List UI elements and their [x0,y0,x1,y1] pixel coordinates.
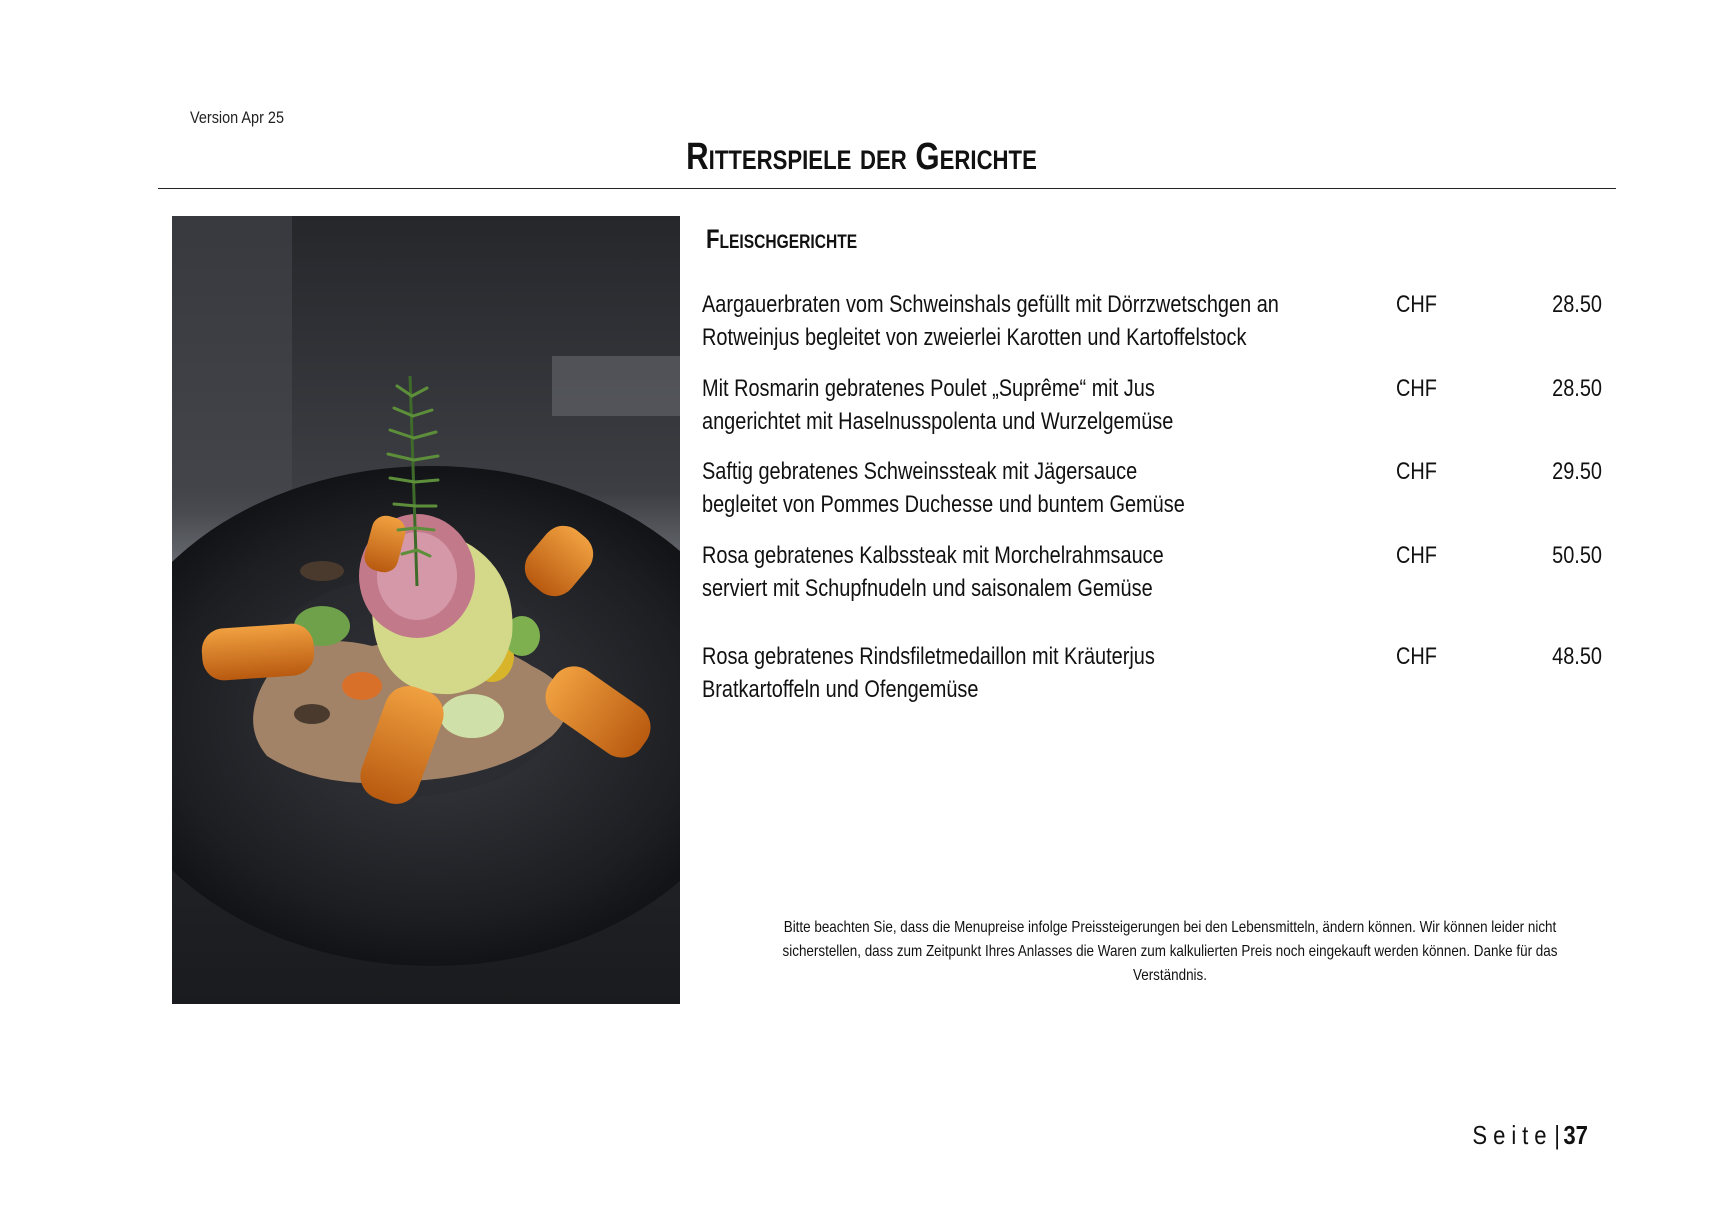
version-label: Version Apr 25 [190,108,284,127]
menu-item-description [702,539,1233,605]
menu-item-line-2: Bratkartoffeln und Ofengemüse [702,676,979,703]
title-divider [158,188,1616,189]
menu-item-line-2: serviert mit Schupfnudeln und saisonalem Gemüse [702,575,1153,602]
menu-item [702,372,1602,442]
menu-item [702,539,1602,609]
menu-item-price: 48.50 [1552,643,1602,670]
menu-item-line-1: Aargauerbraten vom Schweinshals gefüllt mit Dörrzwetschgen an [702,291,1279,318]
price-notice-text: Bitte beachten Sie, dass die Menupreise infolge Preissteigerungen bei den Lebensmitteln, ändern können. Wir können leider nicht sicherstellen, dass zum Zeitpunkt Ihres Anlasses die Waren zum kalkulierten Preis noch eingekauft werden können. Danke für das Verständnis. [782,919,1558,984]
menu-item [702,640,1602,710]
menu-item-price: 29.50 [1552,458,1602,485]
menu-item-currency: CHF [1396,291,1437,318]
menu-item-line-2: angerichtet mit Haselnusspolenta und Wurzelgemüse [702,408,1174,435]
menu-item-line-2: begleitet von Pommes Duchesse und buntem Gemüse [702,491,1185,518]
menu-item-description [702,372,1233,438]
menu-item-description [702,288,1279,354]
menu-item-currency: CHF [1396,643,1437,670]
menu-item-price: 28.50 [1552,291,1602,318]
menu-item-line-1: Saftig gebratenes Schweinssteak mit Jägersauce [702,458,1138,485]
page-title: Ritterspiele der Gerichte [686,136,1037,178]
page-footer [1472,1120,1588,1151]
section-title: Fleischgerichte [706,224,858,254]
menu-item-line-2: Rotweinjus begleitet von zweierlei Karotten und Kartoffelstock [702,324,1247,351]
menu-item-line-1: Rosa gebratenes Rindsfiletmedaillon mit Kräuterjus [702,643,1155,670]
dish-photo [172,216,680,1004]
page-separator: | [1554,1120,1561,1150]
menu-item-currency: CHF [1396,458,1437,485]
price-notice [740,916,1600,988]
menu-item-line-1: Mit Rosmarin gebratenes Poulet „Suprême“ mit Jus [702,375,1155,402]
menu-item-description [702,640,1233,706]
menu-item-currency: CHF [1396,375,1437,402]
menu-item-line-1: Rosa gebratenes Kalbssteak mit Morchelrahmsauce [702,542,1164,569]
page-label: Seite [1472,1120,1553,1150]
menu-item-currency: CHF [1396,542,1437,569]
page-number: 37 [1563,1120,1588,1150]
menu-item-description [702,455,1233,521]
menu-item [702,455,1602,525]
menu-item-price: 28.50 [1552,375,1602,402]
menu-item [702,288,1602,358]
menu-item-price: 50.50 [1552,542,1602,569]
